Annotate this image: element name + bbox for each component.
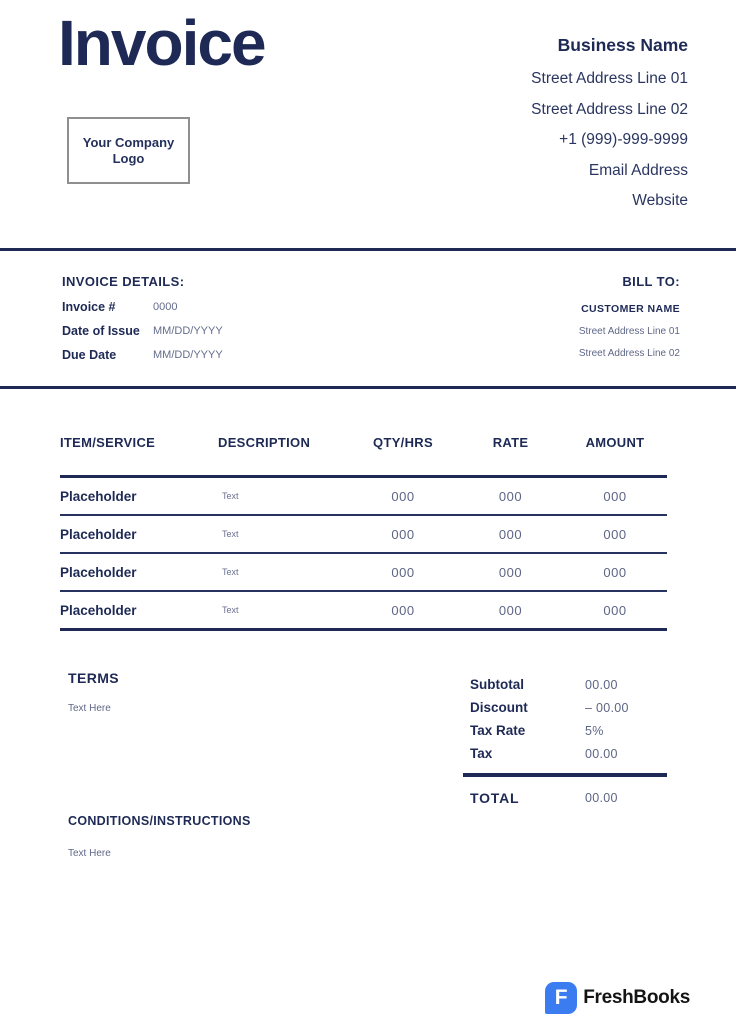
tax-value: 00.00 [585, 746, 618, 761]
item-description: Text [222, 491, 239, 501]
item-amount: 000 [603, 564, 627, 580]
bill-to-heading: BILL TO: [622, 274, 680, 289]
due-date-label: Due Date [62, 348, 117, 362]
conditions-text: Text Here [68, 848, 111, 859]
item-rate: 000 [498, 526, 523, 542]
table-row [60, 478, 667, 516]
col-header-amount: AMOUNT [585, 435, 645, 450]
total-label: TOTAL [470, 790, 520, 806]
discount-value: – 00.00 [585, 700, 629, 715]
item-rate: 000 [498, 602, 523, 618]
business-website: Website [632, 192, 688, 209]
conditions-heading: CONDITIONS/INSTRUCTIONS [68, 814, 251, 828]
discount-label: Discount [470, 700, 528, 715]
logo-placeholder-line2: Logo [112, 150, 145, 166]
tax-rate-value: 5% [585, 723, 604, 738]
item-name: Placeholder [60, 526, 137, 542]
item-name: Placeholder [60, 488, 137, 504]
conditions-section [68, 814, 251, 860]
col-header-rate: RATE [492, 435, 529, 450]
invoice-number-value: 0000 [153, 301, 178, 313]
logo-placeholder-line1: Your Company [82, 134, 175, 150]
customer-address-line2: Street Address Line 02 [578, 348, 680, 359]
item-description: Text [222, 567, 239, 577]
table-header-row [60, 435, 667, 478]
business-info [531, 35, 688, 223]
customer-name: CUSTOMER NAME [581, 303, 680, 315]
freshbooks-wordmark: FreshBooks [583, 987, 690, 1008]
date-of-issue-value: MM/DD/YYYY [153, 325, 223, 337]
item-rate: 000 [498, 564, 523, 580]
terms-section [68, 670, 119, 715]
item-qty: 000 [391, 526, 415, 542]
due-date-value: MM/DD/YYYY [153, 349, 223, 361]
col-header-description: DESCRIPTION [218, 435, 311, 450]
item-rate: 000 [498, 488, 523, 504]
invoice-details-section [62, 274, 223, 362]
invoice-details-heading: INVOICE DETAILS: [62, 274, 185, 289]
invoice-number-row [62, 300, 223, 314]
total-value: 00.00 [585, 791, 618, 805]
table-row [60, 516, 667, 554]
item-qty: 000 [391, 488, 415, 504]
terms-heading: TERMS [68, 670, 119, 686]
col-header-item-service: ITEM/SERVICE [60, 435, 156, 450]
tax-row [463, 742, 667, 765]
date-of-issue-row [62, 324, 223, 338]
invoice-number-label: Invoice # [62, 300, 116, 314]
table-row [60, 592, 667, 631]
item-amount: 000 [603, 526, 627, 542]
due-date-row [62, 348, 223, 362]
item-amount: 000 [603, 602, 627, 618]
business-phone: +1 (999)-999-9999 [559, 131, 688, 148]
subtotal-row [463, 673, 667, 696]
totals-divider [463, 773, 667, 777]
subtotal-value: 00.00 [585, 677, 618, 692]
item-qty: 000 [391, 602, 415, 618]
company-logo-placeholder [67, 117, 190, 184]
bill-to-section [579, 274, 680, 360]
total-row [463, 787, 667, 810]
customer-address-line1: Street Address Line 01 [578, 326, 680, 337]
discount-row [463, 696, 667, 719]
item-name: Placeholder [60, 564, 137, 580]
col-header-qty-hrs: QTY/HRS [373, 435, 433, 450]
business-email: Email Address [588, 161, 688, 179]
tax-rate-label: Tax Rate [470, 723, 526, 738]
totals-section [463, 673, 667, 810]
page-title: Invoice [58, 7, 265, 79]
terms-text: Text Here [68, 703, 111, 714]
tax-label: Tax [470, 746, 493, 761]
date-of-issue-label: Date of Issue [62, 324, 140, 338]
freshbooks-brand [545, 982, 690, 1014]
divider-top [0, 248, 736, 251]
freshbooks-logo-icon: F [545, 982, 577, 1014]
item-description: Text [222, 605, 239, 615]
business-address-line2: Street Address Line 02 [531, 100, 688, 118]
item-description: Text [222, 529, 239, 539]
business-address-line1: Street Address Line 01 [531, 70, 688, 87]
item-name: Placeholder [60, 602, 137, 618]
table-row [60, 554, 667, 592]
item-amount: 000 [603, 488, 627, 504]
business-name: Business Name [557, 35, 688, 55]
line-items-table [60, 435, 667, 631]
subtotal-label: Subtotal [470, 677, 524, 692]
tax-rate-row [463, 719, 667, 742]
item-qty: 000 [391, 564, 415, 580]
divider-details-bottom [0, 386, 736, 389]
